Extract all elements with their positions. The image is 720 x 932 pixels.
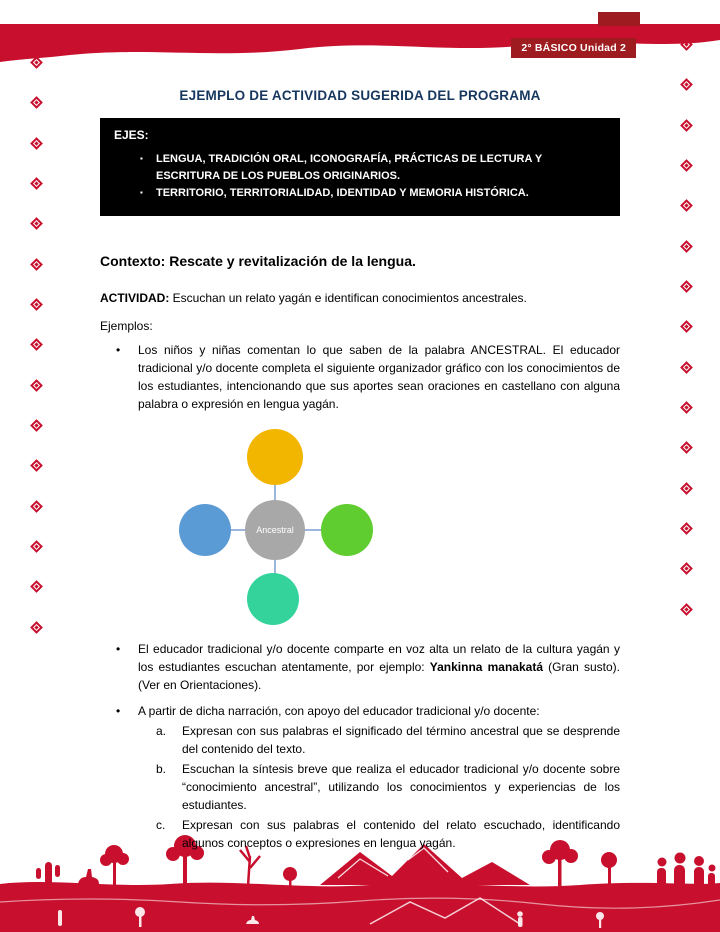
bullet-text: A partir de dicha narración, con apoyo del educador tradicional y/o docente: <box>138 704 540 719</box>
bullet-text-post: (Gran susto). (Ver en Orientaciones). <box>138 660 620 693</box>
organizer-node-right <box>321 504 373 556</box>
sub-item-text: Escuchan la síntesis breve que realiza el educador tradicional y/o docente sobre “conocimiento ancestral”, utilizando los conocimientos y experiencias de los estudiantes. <box>182 762 620 813</box>
ground-band <box>0 882 720 932</box>
diamond-ornament-icon <box>680 280 693 293</box>
organizer-node-left <box>179 504 231 556</box>
bullet-text: Los niños y niñas comentan lo que saben de la palabra ANCESTRAL. El educador tradicional y/o docente completa el siguiente organizador gráfico con los conocimientos de los estudiantes, intencionando que sus aportes sean oraciones en castellano con alguna palabra o expresión en lengua yagán. <box>138 343 620 412</box>
page-title: EJEMPLO DE ACTIVIDAD SUGERIDA DEL PROGRAMA <box>179 88 541 103</box>
square-bullet-icon: ▪ <box>140 154 143 163</box>
diamond-ornament-icon <box>680 78 693 91</box>
diamond-ornament-icon <box>680 522 693 535</box>
sub-item-letter: a. <box>156 724 167 739</box>
diamond-ornament-icon <box>30 56 43 69</box>
diamond-ornament-icon <box>680 240 693 253</box>
context-heading: Contexto: Rescate y revitalización de la lengua. <box>100 253 416 270</box>
diamond-ornament-icon <box>680 321 693 334</box>
bullet-text <box>138 640 620 694</box>
diamond-ornament-icon <box>30 339 43 352</box>
ejes-box <box>100 118 620 216</box>
sub-list-item <box>100 760 620 814</box>
diamond-ornament-icon <box>680 361 693 374</box>
organizer-center-label: Ancestral <box>256 525 294 536</box>
bullet-icon: • <box>116 343 121 358</box>
diamond-ornament-icon <box>680 603 693 616</box>
sub-list-item <box>100 722 620 758</box>
graphic-organizer <box>175 427 620 632</box>
square-bullet-icon: ▪ <box>140 188 143 198</box>
diamond-ornament-icon <box>680 119 693 132</box>
diamond-ornament-icon <box>30 581 43 594</box>
bullet-icon: • <box>116 704 121 719</box>
left-ornament-column <box>27 58 45 632</box>
bullet-text-pre: El educador tradicional y/o docente comparte en voz alta un relato de la cultura yagán y los estudiantes escuchan atentamente, por ejemplo: <box>138 642 620 675</box>
organizer-node-top <box>247 429 303 485</box>
organizer-node-bottom <box>247 573 299 625</box>
diamond-ornament-icon <box>30 419 43 432</box>
ejes-item <box>114 151 606 185</box>
bullet-icon: • <box>116 642 121 657</box>
diamond-ornament-icon <box>680 159 693 172</box>
bullet-item <box>100 341 620 413</box>
diamond-ornament-icon <box>680 38 693 51</box>
sub-item-text: Expresan con sus palabras el contenido del relato escuchado, identificando algunos conceptos o expresiones en lengua yagán. <box>182 818 620 851</box>
diamond-ornament-icon <box>30 540 43 553</box>
diamond-ornament-icon <box>680 482 693 495</box>
ejes-item-text: TERRITORIO, TERRITORIALIDAD, IDENTIDAD Y MEMORIA HISTÓRICA. <box>156 187 529 200</box>
ejes-label: EJES: <box>114 128 149 142</box>
diamond-ornament-icon <box>30 137 43 150</box>
diamond-ornament-icon <box>30 218 43 231</box>
diamond-ornament-icon <box>30 96 43 109</box>
ejes-item <box>114 185 606 202</box>
diamond-ornament-icon <box>680 442 693 455</box>
activity-label: ACTIVIDAD: <box>100 291 170 306</box>
diamond-ornament-icon <box>30 621 43 634</box>
diamond-ornament-icon <box>680 200 693 213</box>
graphic-organizer-svg <box>175 427 475 627</box>
activity-text: Escuchan un relato yagán e identifican conocimientos ancestrales. <box>172 291 527 306</box>
bullet-item <box>100 702 620 720</box>
activity-line <box>100 291 620 305</box>
diamond-ornament-icon <box>30 500 43 513</box>
diamond-ornament-icon <box>30 379 43 392</box>
diamond-ornament-icon <box>30 298 43 311</box>
unit-badge-label: 2° BÁSICO Unidad 2 <box>521 42 626 54</box>
sub-item-letter: b. <box>156 762 167 777</box>
diamond-ornament-icon <box>30 460 43 473</box>
sub-item-text: Expresan con sus palabras el significado del término ancestral que se desprende del contenido del texto. <box>182 724 620 757</box>
right-ornament-column <box>677 40 695 614</box>
bullet-text-bold: Yankinna manakatá <box>429 660 543 675</box>
sub-list-item <box>100 816 620 852</box>
sub-item-letter: c. <box>156 818 166 833</box>
bullet-item <box>100 640 620 694</box>
diamond-ornament-icon <box>30 258 43 271</box>
examples-label: Ejemplos: <box>100 319 153 334</box>
unit-badge <box>511 38 636 58</box>
ejes-item-text: LENGUA, TRADICIÓN ORAL, ICONOGRAFÍA, PRÁCTICAS DE LECTURA Y ESCRITURA DE LOS PUEBLOS ORIGINARIOS. <box>156 153 543 183</box>
diamond-ornament-icon <box>680 563 693 576</box>
diamond-ornament-icon <box>30 177 43 190</box>
diamond-ornament-icon <box>680 401 693 414</box>
